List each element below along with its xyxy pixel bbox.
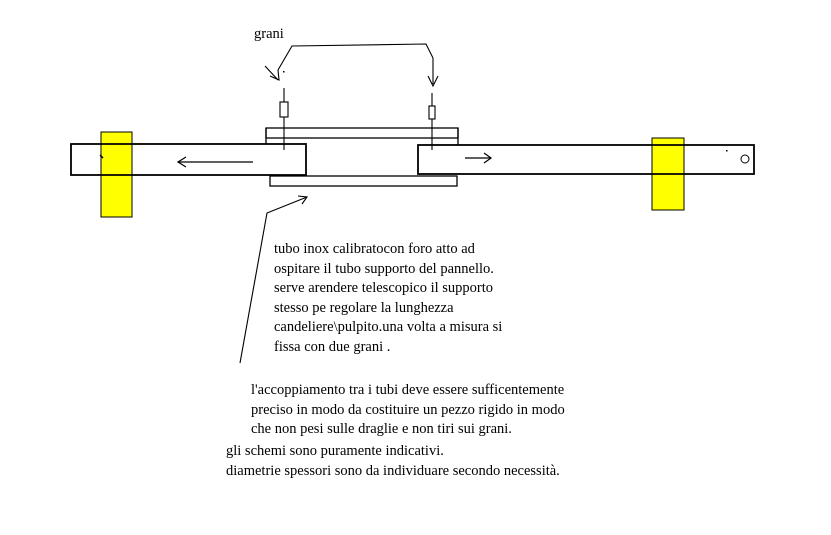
- note-line: ospitare il tubo supporto del pannello.: [274, 260, 494, 277]
- note-line: fissa con due grani .: [274, 338, 391, 355]
- grani-label: grani: [254, 26, 284, 42]
- disclaimer-note: [226, 442, 560, 481]
- fit-description-note: [251, 381, 565, 440]
- note-line: stesso pe regolare la lunghezza: [274, 299, 454, 316]
- sleeve-lower-outline: [270, 176, 457, 186]
- note-line: che non pesi sulle draglie e non tiri sui grani.: [251, 421, 512, 437]
- note-line: diametrie spessori sono da individuare secondo necessità.: [226, 462, 560, 479]
- sleeve-upper-outline: [266, 128, 458, 138]
- note-line: preciso in modo da costituire un pezzo rigido in modo: [251, 401, 565, 418]
- note-line: gli schemi sono puramente indicativi.: [226, 443, 444, 459]
- grani-bracket: [278, 44, 433, 70]
- note-line: l'accoppiamento tra i tubi deve essere sufficentemente: [251, 382, 565, 398]
- note-line: serve arendere telescopico il supporto: [274, 280, 494, 296]
- right-tube: [418, 145, 754, 174]
- tube-description-note: [274, 240, 502, 357]
- note-line: tubo inox calibratocon foro atto ad: [274, 241, 475, 257]
- note-line: candeliere\pulpito.una volta a misura si: [274, 319, 503, 335]
- hole-icon: [741, 155, 749, 163]
